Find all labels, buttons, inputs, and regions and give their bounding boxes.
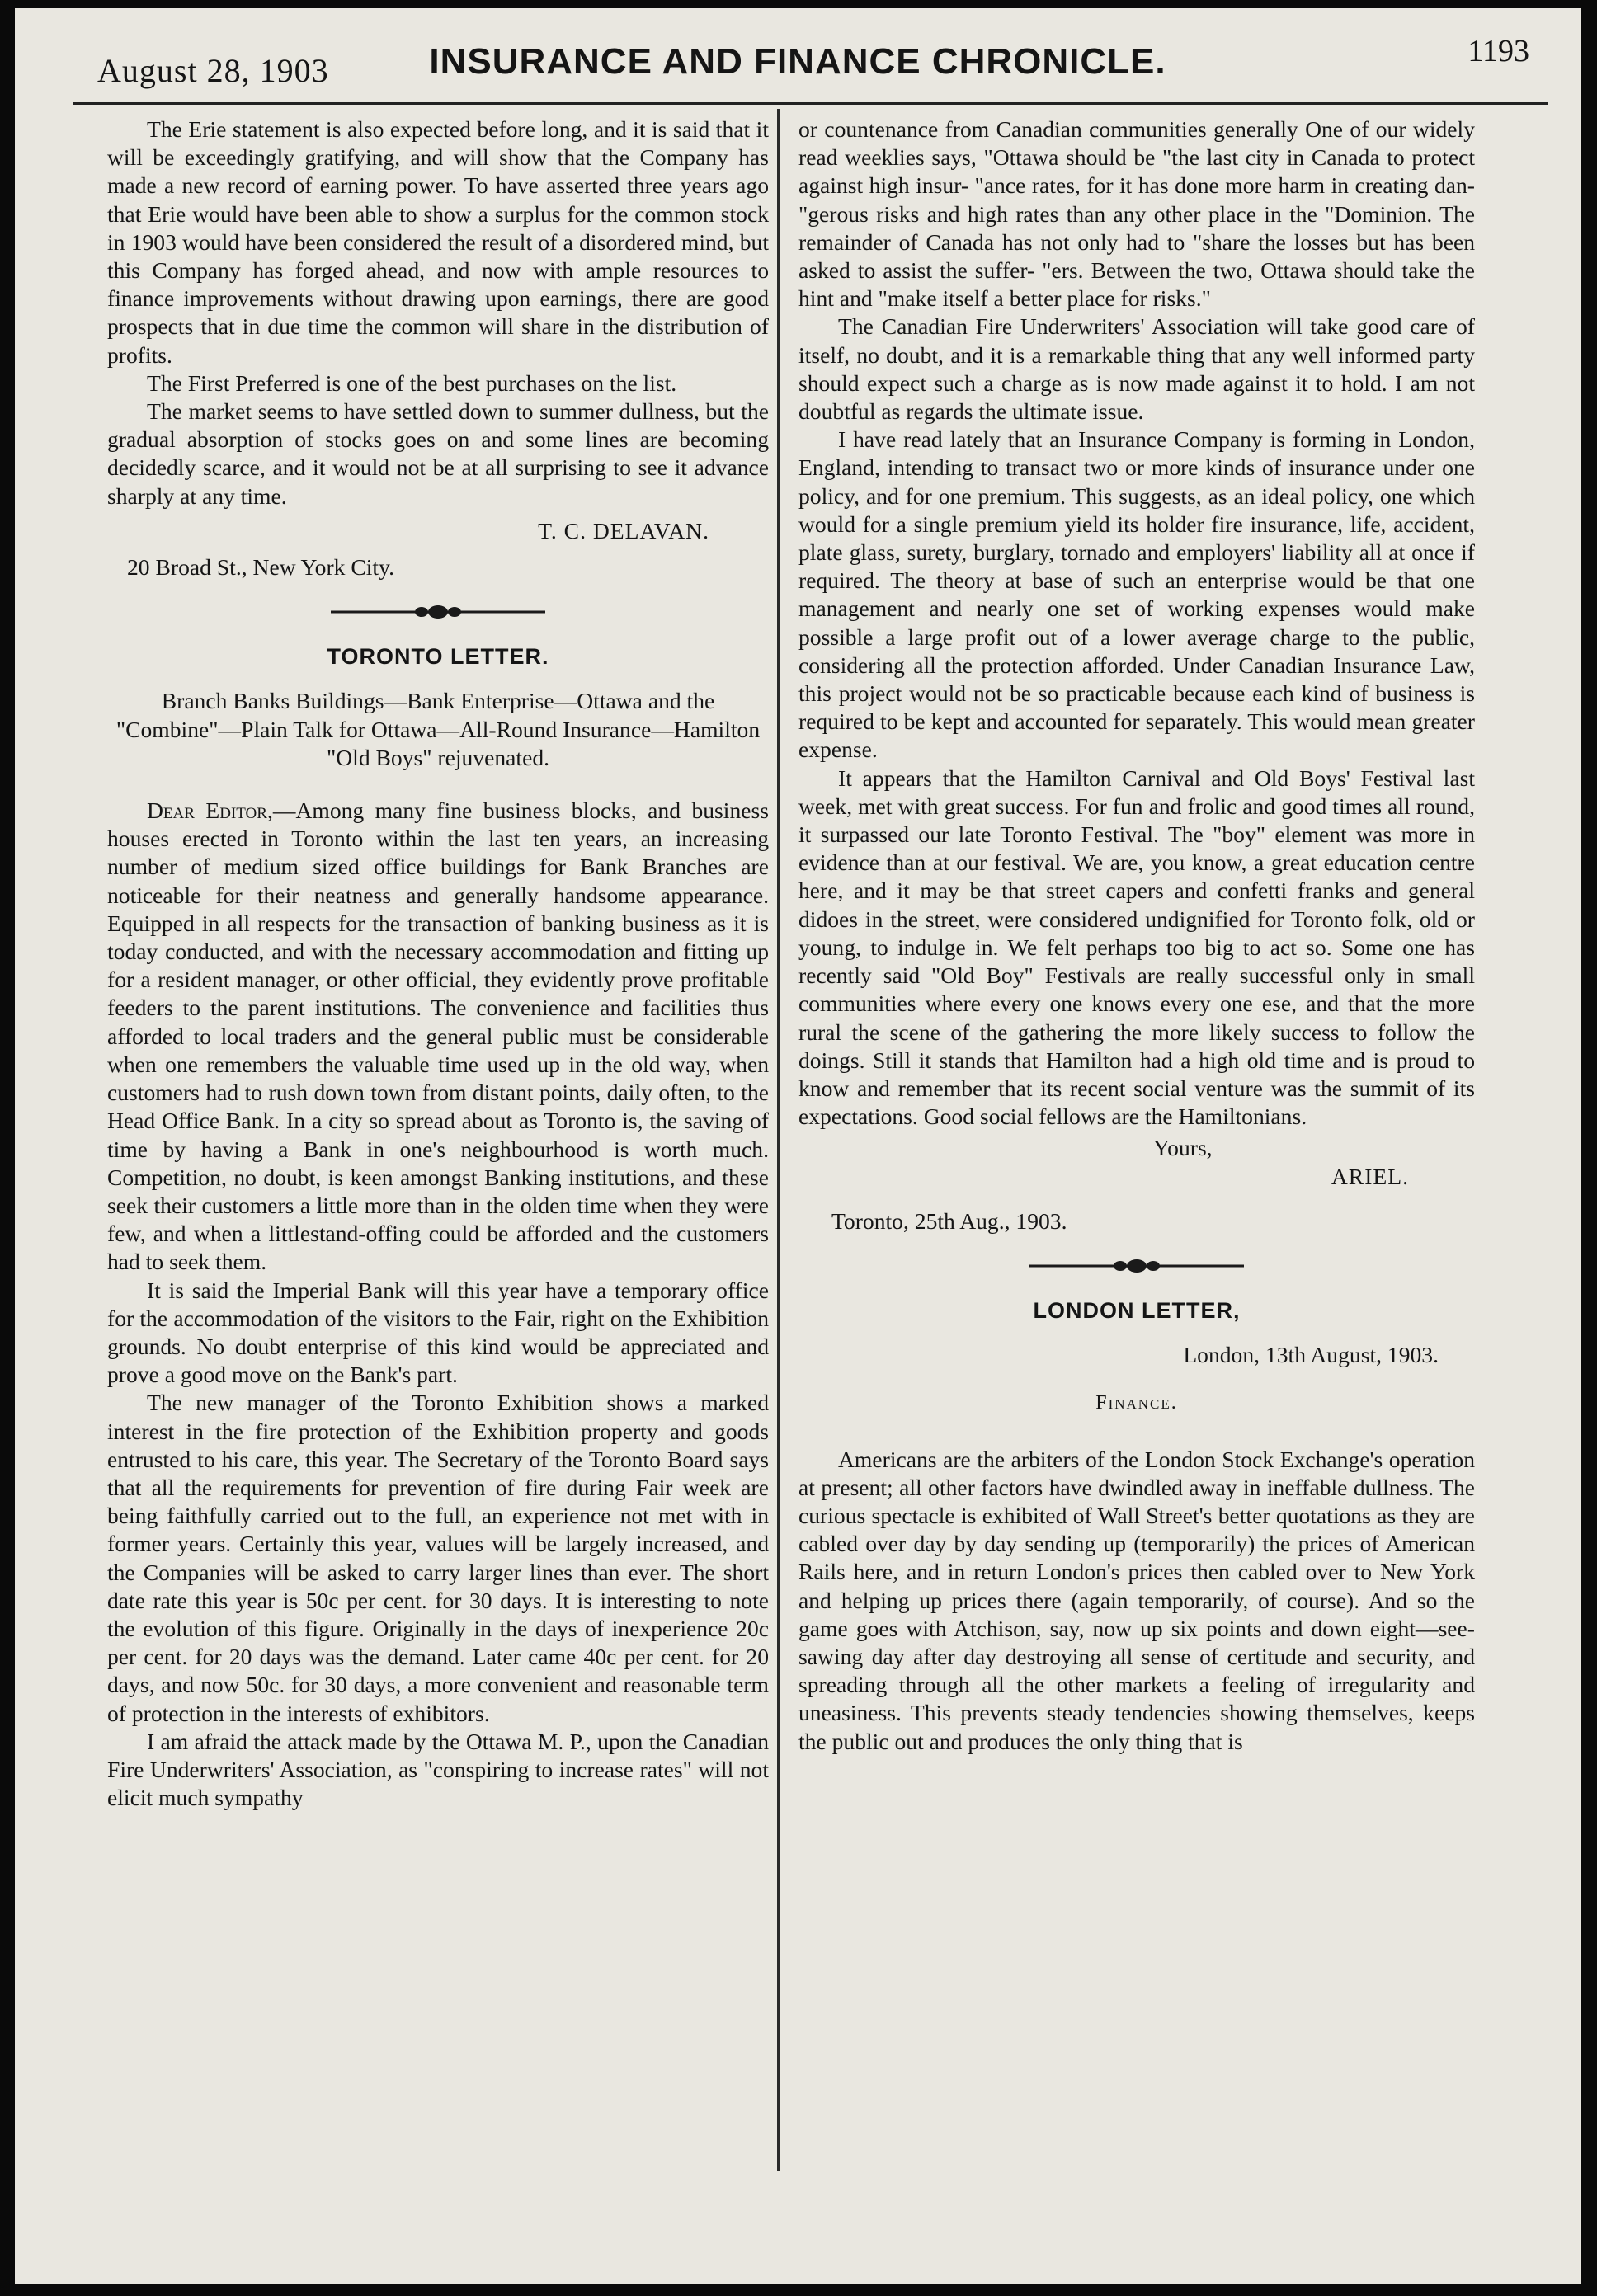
left-column — [107, 115, 769, 1812]
page-number: 1193 — [1467, 34, 1529, 68]
right-paragraph-2: The Canadian Fire Underwriters' Association will take good care of itself, no doubt, and it is a remarkable thing that any well informed party should expect such a charge as is now made against it to hold. I am not doubtful as regards the ultimate issue. — [798, 313, 1475, 425]
signature-ariel: ARIEL. — [1331, 1163, 1409, 1189]
header-rule — [73, 102, 1548, 105]
section-ornament-2 — [798, 1254, 1475, 1282]
london-dateline: London, 13th August, 1903. — [1183, 1342, 1439, 1368]
toronto-paragraph-1 — [107, 797, 769, 1276]
column-divider — [777, 109, 780, 2171]
right-paragraph-1: or countenance from Canadian communities generally One of our widely read weeklies says, "Ottawa should be "the last city in Canada to protect against high insur- "ance rates, for it has done more harm in creating dan- "gerous risks and high rates than any other place in the "Dominion. The remainder of Canada has not only had to "share the losses but has been asked to assist the suffer- "ers. Between the two, Ottawa should take the hint and "make itself a better place for risks." — [798, 116, 1475, 312]
erie-paragraph: The Erie statement is also expected before long, and it is said that it will be exceedingly gratifying, and will show that the Company has made a new record of earning power. To have asserted three years ago that Erie would have been able to show a surplus for the common stock in 1903 would have been considered the result of a disordered mind, but this Company has forged ahead, and now with ample resources to finance improvements without drawing upon earnings, there are good prospects that in due time the common will share in the distribution of profits. — [107, 116, 769, 368]
right-paragraph-4: It appears that the Hamilton Carnival and Old Boys' Festival last week, met with great success. For fun and frolic and good times all round, it surpassed our late Toronto Festival. The "boy" element was more in evidence than at our festival. We are, you know, a great education centre here, and it may be that street capers and confetti franks and general didoes in the street, were considered undignified for Toronto folk, old or young, to indulge in. We felt perhaps too big to act so. Some one has recently said "Old Boy" Festivals are really successful only in small communities where every one knows every one ese, and that the more rural the scene of the gathering the more likely success to follow the doings. Still it stands that Hamilton had a high old time and is proud to know and remember that its recent social venture was the summit of its expectations. Good social fellows are the Hamiltonians. — [798, 765, 1475, 1130]
issue-date: August 28, 1903 — [97, 52, 329, 89]
market-paragraph: The market seems to have settled down to summer dullness, but the gradual absorption of stocks goes on and some lines are becoming decidedly scarce, and it would not be at all surprising to see it advance sharply at any time. — [107, 398, 769, 509]
toronto-paragraph-2: It is said the Imperial Bank will this year have a temporary office for the accommodation of the visitors to the Fair, right on the Exhibition grounds. No doubt enterprise of this kind would be appreciated and prove a good move on the Bank's part. — [107, 1277, 769, 1388]
preferred-paragraph: The First Preferred is one of the best purchases on the list. — [147, 369, 677, 396]
toronto-paragraph-3: The new manager of the Toronto Exhibition shows a marked interest in the fire protection of the Exhibition property and goods entrusted to his care, this year. The Secretary of the Toronto Board says that all the requirements for prevention of fire during Fair week are being faithfully carried out to the full, an experience not met with in former years. Certainly this year, values will be largely increased, and the Companies will be asked to carry larger lines than ever. The short date rate this year is 50c per cent. for 30 days. It is interesting to note the evolution of this figure. Originally in the days of inexperience 20c per cent. for 20 days was the demand. Later came 40c per cent. for 20 days, and now 50c. for 30 days, a more convenient and reasonable term of protection in the interests of exhibitors. — [107, 1390, 769, 1726]
toronto-letter-subhead: Branch Banks Buildings—Bank Enterprise—Ottawa and the "Combine"—Plain Talk for Ottawa—All-Round Insurance—Hamilton "Old Boys" rejuvenated. — [115, 688, 761, 770]
address-line: 20 Broad St., New York City. — [127, 554, 394, 581]
closing-yours: Yours, — [1153, 1135, 1213, 1161]
publication-title: INSURANCE AND FINANCE CHRONICLE. — [429, 41, 1166, 82]
right-paragraph-3: I have read lately that an Insurance Company is forming in London, England, intending to transact two or more kinds of insurance under one policy, and for one premium. This suggests, as an ideal policy, one which would for a single premium yield its holder fire insurance, life, accident, plate glass, surety, burglary, tornado and employers' liability all at once if required. The theory at base of such an enterprise would be that one management and nearly one set of working expenses would make possible a large profit out of a lower average charge to the public, considering all the protection afforded. Under Canadian Insurance Law, this project would not be so practicable because each kind of business is required to be kept and accounted for separately. This would mean greater expense. — [798, 426, 1475, 763]
page-header — [15, 8, 1581, 124]
london-letter-heading: LONDON LETTER, — [1033, 1297, 1241, 1323]
finance-subheading: Finance. — [1095, 1392, 1178, 1414]
salutation: Dear Editor, — [147, 797, 273, 824]
newspaper-page — [15, 8, 1581, 2284]
signature-delavan: T. C. DELAVAN. — [538, 517, 709, 543]
letter-closing — [798, 1134, 1475, 1235]
london-paragraph-1: Americans are the arbiters of the London Stock Exchange's operation at present; all other factors have dwindled away in ineffable dullness. The curious spectacle is exhibited of Wall Street's better quotations as they are cabled over day by day sending up (temporarily) the prices of American Rails here, and in return London's prices then cabled over to New York and helping up prices there (again temporarily, of course). And so the game goes with Atchison, say, now up six points and down eight—see-sawing day after day destroying all sense of certitude and security, and spreading through all the other markets a feeling of irregularity and uneasiness. This prevents steady tendencies showing themselves, keeps the public out and produces the only thing that is — [798, 1446, 1475, 1754]
toronto-paragraph-4: I am afraid the attack made by the Ottawa M. P., upon the Canadian Fire Underwriters' Association, as "conspiring to increase rates" will not elicit much sympathy — [107, 1728, 769, 1811]
toronto-letter-heading: TORONTO LETTER. — [327, 644, 549, 670]
right-column — [798, 115, 1475, 1756]
section-ornament — [107, 600, 769, 628]
toronto-paragraph-1-text: —Among many fine business blocks, and business houses erected in Toronto within the last ten years, an increasing number of medium sized office buildings for Bank Branches are noticeable for their neatness and generally handsome appearance. Equipped in all respects for the transaction of banking business as it is today conducted, and with the necessary accommodation and fitting up for a resident manager, or other official, they evidently prove profitable feeders to the parent institutions. The convenience and facilities thus afforded to local traders and the general public must be considerable when one remembers the valuable time used up in the old way, when customers had to rush down town from distant points, daily often, to the Head Office Bank. In a city so spread about as Toronto is, the saving of time by having a Bank in one's neighbourhood is worth much. Competition, no doubt, is keen amongst Banking institutions, and these seek their customers a little more than in the olden time when they were few, and when a littlestand-offing could be afforded and the customers had to seek them. — [107, 797, 769, 1275]
place-date: Toronto, 25th Aug., 1903. — [831, 1207, 1067, 1234]
